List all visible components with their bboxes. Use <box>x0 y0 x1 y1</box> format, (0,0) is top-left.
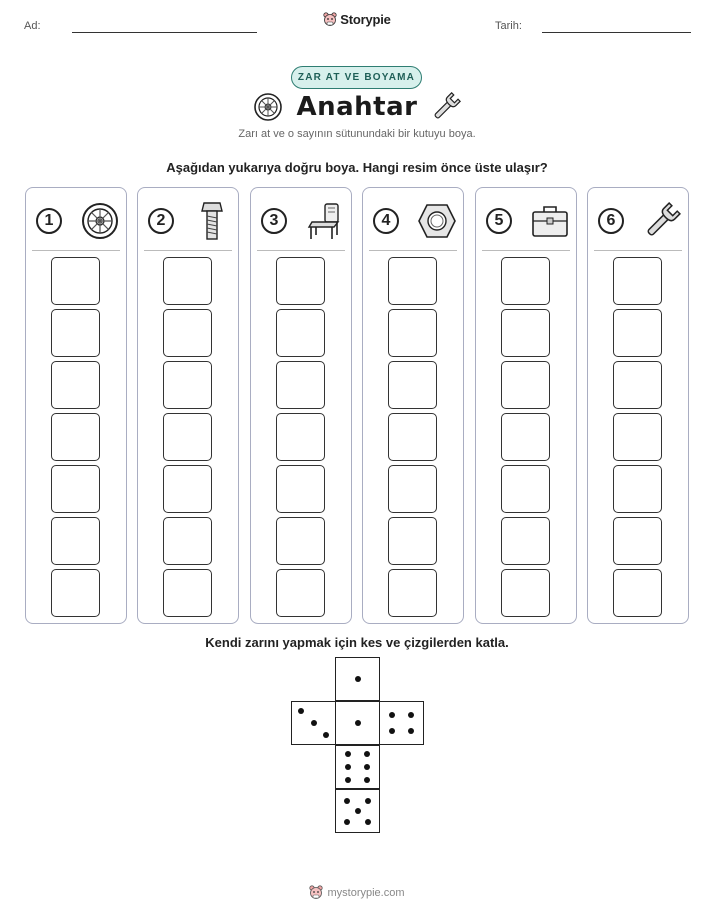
color-box[interactable] <box>388 569 437 617</box>
die-pip <box>389 712 395 718</box>
column-5 <box>475 187 577 624</box>
name-label: Ad: <box>24 20 41 32</box>
color-box[interactable] <box>388 517 437 565</box>
toolbox-icon <box>530 201 570 241</box>
color-box[interactable] <box>388 309 437 357</box>
die-face-1 <box>335 657 380 701</box>
color-box[interactable] <box>613 569 662 617</box>
die-pip <box>389 728 395 734</box>
die-pip <box>311 720 317 726</box>
die-face-1 <box>335 701 380 745</box>
color-box[interactable] <box>276 309 325 357</box>
color-box[interactable] <box>501 517 550 565</box>
column-header <box>261 202 345 240</box>
subtitle: Zarı at ve o sayının sütunundaki bir kutuyu boya. <box>238 128 476 140</box>
die-pip <box>323 732 329 738</box>
mascot-icon <box>323 12 337 27</box>
cut-instruction: Kendi zarını yapmak için kes ve çizgilerden katla. <box>205 635 509 650</box>
column-1 <box>25 187 127 624</box>
column-3 <box>250 187 352 624</box>
die-pip <box>344 798 350 804</box>
column-number: 3 <box>261 208 287 234</box>
die-pip <box>344 819 350 825</box>
color-box[interactable] <box>276 361 325 409</box>
color-box[interactable] <box>276 413 325 461</box>
die-pip <box>355 720 361 726</box>
color-box[interactable] <box>276 517 325 565</box>
color-box[interactable] <box>276 569 325 617</box>
color-box[interactable] <box>501 257 550 305</box>
column-number: 2 <box>148 208 174 234</box>
column-number: 5 <box>486 208 512 234</box>
brand-name: Storypie <box>340 12 391 27</box>
nut-icon <box>417 201 457 241</box>
color-box[interactable] <box>163 465 212 513</box>
name-line[interactable] <box>72 32 257 33</box>
color-box[interactable] <box>501 309 550 357</box>
die-pip <box>355 808 361 814</box>
die-pip <box>298 708 304 714</box>
column-header <box>486 202 570 240</box>
die-pip <box>364 777 370 783</box>
column-number: 4 <box>373 208 399 234</box>
column-2 <box>137 187 239 624</box>
footer-url: mystorypie.com <box>327 886 405 899</box>
column-header <box>598 202 682 240</box>
wrench-icon <box>642 201 682 241</box>
die-face-3 <box>291 701 336 745</box>
color-box[interactable] <box>613 465 662 513</box>
color-box[interactable] <box>163 309 212 357</box>
color-box[interactable] <box>501 465 550 513</box>
instruction: Aşağıdan yukarıya doğru boya. Hangi resim önce üste ulaşır? <box>166 160 548 175</box>
color-box[interactable] <box>501 413 550 461</box>
color-box[interactable] <box>613 361 662 409</box>
wrench-icon <box>431 92 461 122</box>
column-divider <box>482 250 570 251</box>
brand-logo <box>0 12 714 27</box>
date-line[interactable] <box>542 32 691 33</box>
color-box[interactable] <box>501 569 550 617</box>
color-box[interactable] <box>163 257 212 305</box>
activity-badge: ZAR AT VE BOYAMA <box>291 66 422 89</box>
color-box[interactable] <box>51 517 100 565</box>
die-face-6 <box>335 745 380 789</box>
color-box[interactable] <box>388 361 437 409</box>
color-box[interactable] <box>163 413 212 461</box>
die-pip <box>345 777 351 783</box>
column-divider <box>257 250 345 251</box>
column-number: 1 <box>36 208 62 234</box>
column-4 <box>362 187 464 624</box>
column-header <box>373 202 457 240</box>
color-box[interactable] <box>388 465 437 513</box>
column-divider <box>32 250 120 251</box>
die-pip <box>364 751 370 757</box>
color-box[interactable] <box>613 309 662 357</box>
column-divider <box>369 250 457 251</box>
die-pip <box>364 764 370 770</box>
color-box[interactable] <box>51 309 100 357</box>
wheel-icon <box>80 201 120 241</box>
chair-icon <box>305 201 345 241</box>
color-box[interactable] <box>163 517 212 565</box>
title-row <box>0 92 714 122</box>
die-pip <box>408 712 414 718</box>
date-label: Tarih: <box>495 20 522 32</box>
die-face-5 <box>335 789 380 833</box>
color-box[interactable] <box>163 569 212 617</box>
column-header <box>148 202 232 240</box>
color-box[interactable] <box>501 361 550 409</box>
die-pip <box>345 751 351 757</box>
color-box[interactable] <box>276 465 325 513</box>
color-box[interactable] <box>613 413 662 461</box>
footer <box>0 885 714 900</box>
column-divider <box>144 250 232 251</box>
color-box[interactable] <box>276 257 325 305</box>
die-pip <box>365 798 371 804</box>
color-box[interactable] <box>388 257 437 305</box>
wheel-icon <box>253 92 283 122</box>
color-box[interactable] <box>51 569 100 617</box>
column-divider <box>594 250 682 251</box>
column-number: 6 <box>598 208 624 234</box>
bolt-icon <box>192 201 232 241</box>
die-pip <box>408 728 414 734</box>
color-box[interactable] <box>51 413 100 461</box>
color-box[interactable] <box>388 413 437 461</box>
color-box[interactable] <box>613 257 662 305</box>
color-box[interactable] <box>51 465 100 513</box>
color-box[interactable] <box>51 257 100 305</box>
column-header <box>36 202 120 240</box>
mascot-icon <box>309 885 323 900</box>
color-box[interactable] <box>613 517 662 565</box>
page-title: Anahtar <box>296 92 418 122</box>
color-box[interactable] <box>51 361 100 409</box>
column-6 <box>587 187 689 624</box>
die-face-4 <box>379 701 424 745</box>
die-pip <box>345 764 351 770</box>
color-box[interactable] <box>163 361 212 409</box>
die-pip <box>355 676 361 682</box>
die-pip <box>365 819 371 825</box>
